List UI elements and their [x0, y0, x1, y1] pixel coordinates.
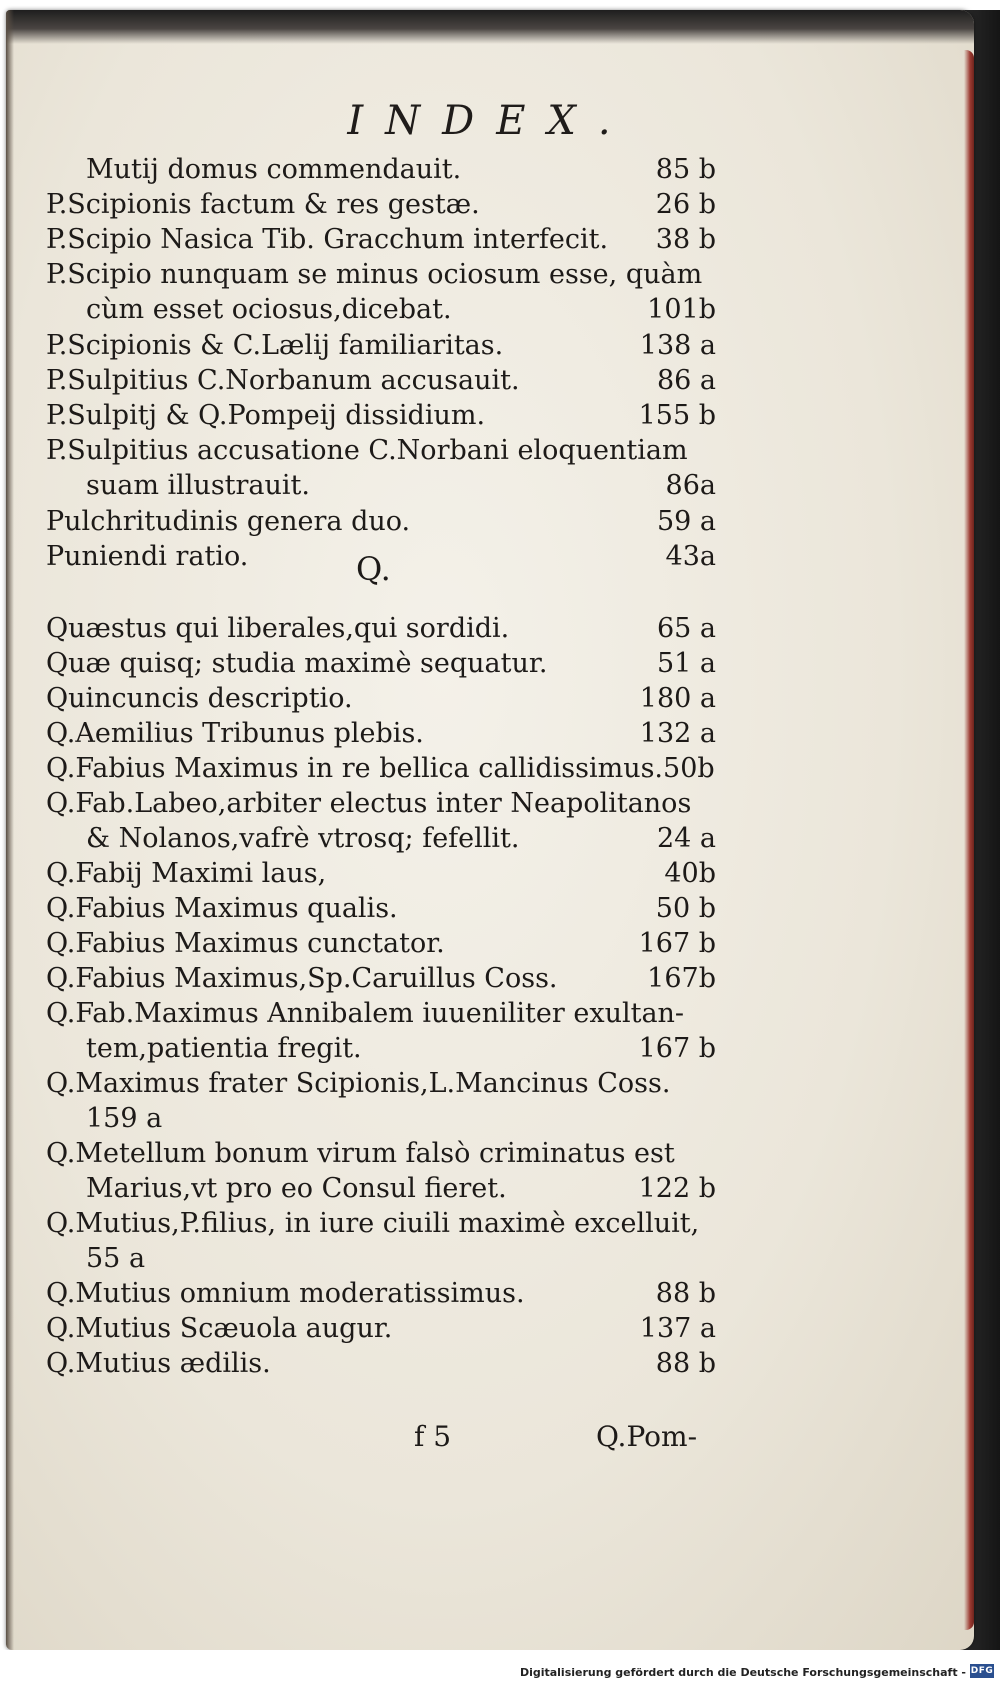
- index-entry: [46, 257, 716, 293]
- index-entry-page: 88 b: [655, 1348, 716, 1379]
- index-entry: [86, 1101, 716, 1137]
- index-entry-page: 65 a: [656, 613, 716, 644]
- index-entry: [46, 1276, 716, 1312]
- index-entry-text: P.Scipionis factum & res gestæ.: [46, 189, 480, 220]
- signature-mark: f 5: [414, 1420, 452, 1453]
- index-entry: [46, 222, 716, 258]
- index-entry: [46, 363, 716, 399]
- index-entry: [86, 292, 716, 328]
- index-entry: [46, 187, 716, 223]
- index-entry-text: Q.Fab.Labeo,arbiter electus inter Neapolitanos: [46, 788, 692, 819]
- index-entry-text: 55 a: [86, 1243, 146, 1274]
- index-entry: [46, 1206, 716, 1242]
- index-entry-text: cùm esset ociosus,dicebat.: [86, 294, 452, 325]
- index-entry-text: Q.Fabius Maximus qualis.: [46, 893, 398, 924]
- index-entry: [86, 1241, 716, 1277]
- index-entry: [46, 1136, 716, 1172]
- index-entry-text: Quæstus qui liberales,qui sordidi.: [46, 613, 510, 644]
- index-entry: [86, 821, 716, 857]
- index-entry-text: Quincuncis descriptio.: [46, 683, 353, 714]
- index-entry: [46, 611, 716, 647]
- index-entry: [46, 716, 716, 752]
- index-entry: [46, 1311, 716, 1347]
- index-entry-page: 86a: [665, 470, 716, 501]
- index-entry-text: Q.Aemilius Tribunus plebis.: [46, 718, 424, 749]
- index-entry-page: 50 b: [655, 893, 716, 924]
- index-entry-text: P.Scipio Nasica Tib. Gracchum interfecit.: [46, 224, 609, 255]
- book-page: [6, 10, 974, 1650]
- index-entry: [46, 328, 716, 364]
- index-entry-text: Q.Fabij Maximi laus,: [46, 858, 327, 889]
- index-entry-page: 138 a: [639, 330, 716, 361]
- index-entry-text: Q.Mutius omnium moderatissimus.: [46, 1278, 525, 1309]
- catchword: Q.Pom-: [596, 1420, 698, 1453]
- index-entry: [46, 891, 716, 927]
- index-entry-text: P.Scipionis & C.Lælij familiaritas.: [46, 330, 504, 361]
- index-entry-page: 167 b: [638, 928, 716, 959]
- page-fore-edge: [964, 50, 974, 1630]
- index-entry-text: Q.Fabius Maximus in re bellica callidissimus.50b: [46, 753, 715, 784]
- index-entry: [46, 786, 716, 822]
- index-entry-text: tem,patientia fregit.: [86, 1033, 362, 1064]
- index-entry-text: suam illustrauit.: [86, 470, 310, 501]
- index-entry: [46, 646, 716, 682]
- index-entry-page: 167 b: [638, 1033, 716, 1064]
- index-entry: [46, 1066, 716, 1102]
- index-entry-page: 180 a: [639, 683, 716, 714]
- index-entry-page: 85 b: [655, 154, 716, 185]
- index-entry-text: Q.Mutius Scæuola augur.: [46, 1313, 393, 1344]
- index-entry-page: 51 a: [656, 648, 716, 679]
- index-entry-text: P.Scipio nunquam se minus ociosum esse, quàm: [46, 259, 703, 290]
- index-entry-text: P.Sulpitj & Q.Pompeij dissidium.: [46, 400, 486, 431]
- index-entry-text: & Nolanos,vafrè vtrosq; fefellit.: [86, 823, 520, 854]
- index-entry: [46, 398, 716, 434]
- index-entry-text: Quæ quisq; studia maximè sequatur.: [46, 648, 548, 679]
- index-entry-page: 40b: [664, 858, 716, 889]
- index-entry-text: Q.Metellum bonum virum falsò criminatus est: [46, 1138, 675, 1169]
- index-entry-text: Q.Fab.Maximus Annibalem iuueniliter exultan-: [46, 998, 685, 1029]
- index-entry-page: 24 a: [656, 823, 716, 854]
- index-entry: [86, 468, 716, 504]
- index-entry: [86, 1031, 716, 1067]
- index-entry-page: 137 a: [639, 1313, 716, 1344]
- index-entry-text: Q.Fabius Maximus,Sp.Caruillus Coss.: [46, 963, 558, 994]
- index-entry-text: Q.Mutius ædilis.: [46, 1348, 271, 1379]
- index-entry: [46, 856, 716, 892]
- index-entry: [86, 152, 716, 188]
- index-entry: [46, 751, 716, 787]
- index-entry: [46, 433, 716, 469]
- index-entry-page: 167b: [647, 963, 716, 994]
- index-entry-page: 88 b: [655, 1278, 716, 1309]
- index-entry-page: 38 b: [655, 224, 716, 255]
- index-entry-text: Marius,vt pro eo Consul fieret.: [86, 1173, 507, 1204]
- index-entry: [46, 926, 716, 962]
- index-entry-text: Q.Mutius,P.filius, in iure ciuili maximè excelluit,: [46, 1208, 700, 1239]
- index-entry-page: 132 a: [639, 718, 716, 749]
- index-entry-page: 26 b: [655, 189, 716, 220]
- index-heading: INDEX.: [347, 98, 633, 144]
- index-entry-page: 86 a: [656, 365, 716, 396]
- index-entry-text: P.Sulpitius accusatione C.Norbani eloquentiam: [46, 435, 688, 466]
- digitization-credit: Digitalisierung gefördert durch die Deutsche Forschungsgemeinschaft -: [519, 1666, 966, 1679]
- index-entry-page: 59 a: [656, 506, 716, 537]
- index-entry-page: 43a: [665, 541, 716, 572]
- index-entry-page: 101b: [647, 294, 716, 325]
- index-entry-page: 155 b: [638, 400, 716, 431]
- index-entry: [46, 961, 716, 997]
- page-top-shadow: [6, 10, 974, 44]
- index-entry-page: 122 b: [638, 1173, 716, 1204]
- index-entry-text: Q.Maximus frater Scipionis,L.Mancinus Coss.: [46, 1068, 671, 1099]
- page-spine-shadow: [6, 10, 14, 1650]
- index-entry: [46, 504, 716, 540]
- index-entry-text: 159 a: [86, 1103, 163, 1134]
- section-letter-q: Q.: [356, 550, 391, 588]
- index-entry: [46, 1346, 716, 1382]
- index-entry-text: Q.Fabius Maximus cunctator.: [46, 928, 445, 959]
- index-entry-text: Pulchritudinis genera duo.: [46, 506, 411, 537]
- index-entry-text: P.Sulpitius C.Norbanum accusauit.: [46, 365, 520, 396]
- index-entry-text: Puniendi ratio.: [46, 541, 249, 572]
- index-entry: [46, 996, 716, 1032]
- dfg-logo: DFG: [970, 1666, 994, 1676]
- index-entry: [46, 681, 716, 717]
- index-entry: [86, 1171, 716, 1207]
- index-entry-text: Mutij domus commendauit.: [86, 154, 462, 185]
